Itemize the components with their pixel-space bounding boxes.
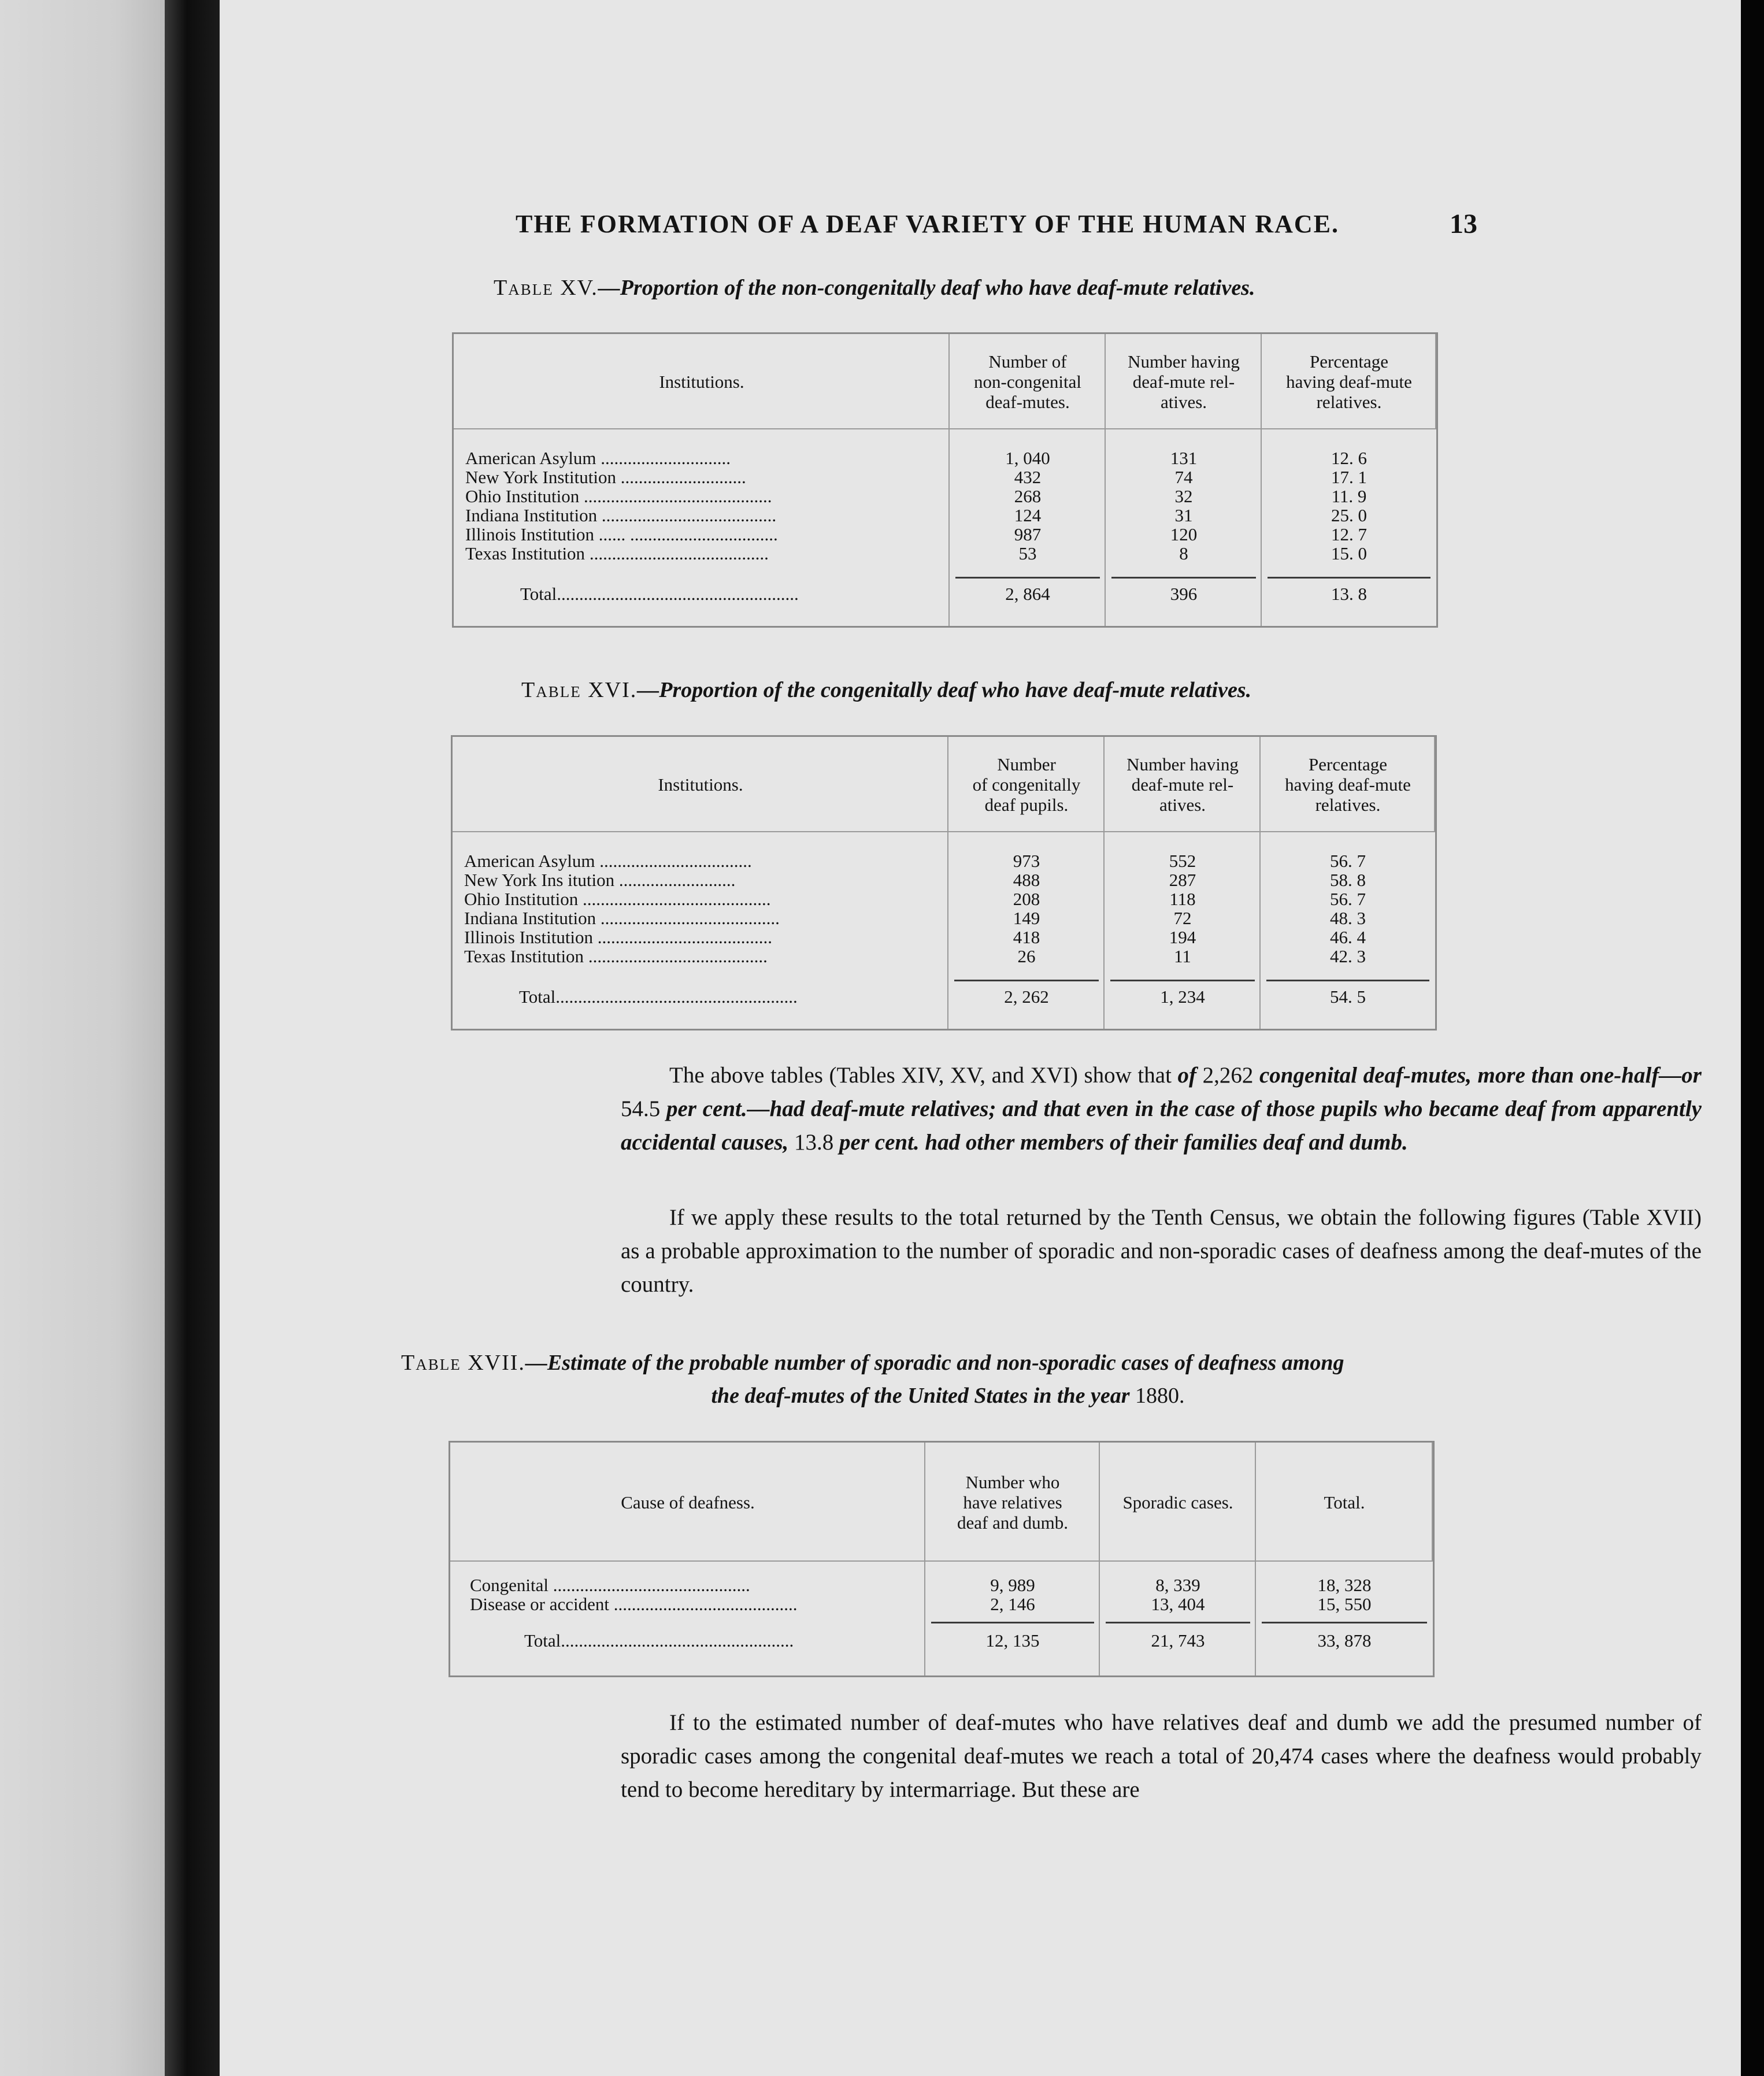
table-cell: 48. 3 (1330, 908, 1366, 928)
table-cell: 194 (1169, 927, 1196, 947)
header-number-who: Number who have relatives deaf and dumb. (957, 1471, 1068, 1533)
table-cell: 124 (1014, 505, 1042, 525)
header-institutions: Institutions. (659, 372, 744, 392)
book-spine (165, 0, 220, 2076)
table-cell: 58. 8 (1330, 870, 1366, 890)
left-page-edge (0, 0, 165, 2076)
table-cell: 74 (1174, 467, 1193, 487)
table-row-name: Illinois Institution ...... ................................. (465, 524, 778, 544)
table-cell: 118 (1169, 889, 1196, 909)
table-total-cell: 13. 8 (1331, 584, 1367, 604)
table-cell: 15. 0 (1331, 543, 1367, 564)
header-institutions: Institutions. (658, 774, 743, 795)
table-cell: 987 (1014, 524, 1042, 544)
table-16-label: Table XVI. (521, 678, 638, 702)
header-number: Number of non-congenital deaf-mutes. (974, 351, 1081, 412)
table-16 (451, 735, 1437, 1030)
header-cause: Cause of deafness. (621, 1492, 755, 1512)
table-16-title: —Proportion of the congenitally deaf who have deaf-mute relatives. (637, 678, 1252, 702)
header-percentage: Percentage having deaf-mute relatives. (1286, 351, 1412, 412)
table-cell: 15, 550 (1317, 1594, 1372, 1614)
table-cell: 31 (1174, 505, 1193, 525)
header-sporadic: Sporadic cases. (1122, 1492, 1233, 1512)
table-row-name: American Asylum ............................. (465, 448, 731, 468)
table-cell: 12. 7 (1331, 524, 1367, 544)
table-row-name: New York Ins itution .......................... (464, 870, 736, 890)
table-17-caption-line2: the deaf-mutes of the United States in the year 1880. (711, 1384, 1185, 1408)
table-cell: 11 (1174, 946, 1191, 966)
table-cell: 552 (1169, 851, 1196, 871)
table-cell: 208 (1013, 889, 1040, 909)
table-total-cell: 396 (1170, 584, 1198, 604)
table-cell: 9, 989 (990, 1575, 1035, 1595)
table-16-caption (521, 677, 1251, 703)
table-row-name: American Asylum .................................. (464, 851, 752, 871)
table-row-name: Texas Institution ........................................ (465, 543, 769, 564)
table-cell: 12. 6 (1331, 448, 1367, 468)
page (220, 0, 1741, 2076)
table-cell: 8, 339 (1155, 1575, 1200, 1595)
table-cell: 11. 9 (1331, 486, 1367, 506)
table-cell: 120 (1170, 524, 1198, 544)
table-15-label: Table XV. (494, 276, 598, 300)
table-total-label: Total...................................................... (520, 584, 799, 604)
table-total-cell: 2, 864 (1005, 584, 1050, 604)
table-cell: 287 (1169, 870, 1196, 890)
table-15 (452, 332, 1438, 628)
table-17 (449, 1441, 1435, 1677)
table-cell: 56. 7 (1330, 851, 1366, 871)
header-percentage: Percentage having deaf-mute relatives. (1285, 754, 1411, 815)
table-total-label: Total...................................................... (519, 987, 798, 1007)
table-row-name: Ohio Institution .......................................... (465, 486, 772, 506)
table-17-year: 1880. (1135, 1384, 1185, 1408)
table-cell: 2, 146 (990, 1594, 1035, 1614)
paragraph-2: If we apply these results to the total returned by the Tenth Census, we obtain the following figures (Table XVII) as a probable approximation to the number of sporadic and non-sporadic cases of deafness among the deaf-mutes of the country. (621, 1205, 1702, 1297)
paragraph-1: The above tables (Tables XIV, XV, and XVI) show that of 2,262 congenital deaf-mutes, more than one-half—or 54.5 per cent.—had deaf-mute relatives; and that even in the case of those pupils who became deaf from apparently accidental causes, 13.8 per cent. had other members of their families deaf and dumb. (621, 1063, 1702, 1155)
table-cell: 1, 040 (1005, 448, 1050, 468)
table-cell: 53 (1018, 543, 1037, 564)
table-row-name: Texas Institution ........................................ (464, 946, 768, 966)
table-row-name: Congenital ............................................ (470, 1575, 750, 1595)
table-total-cell: 12, 135 (985, 1630, 1040, 1651)
table-total-cell: 33, 878 (1317, 1630, 1372, 1651)
table-cell: 56. 7 (1330, 889, 1366, 909)
table-cell: 17. 1 (1331, 467, 1367, 487)
table-cell: 149 (1013, 908, 1040, 928)
table-row-name: Indiana Institution ....................................... (465, 505, 777, 525)
header-total: Total. (1324, 1492, 1365, 1512)
header-having: Number having deaf-mute rel- atives. (1126, 754, 1239, 815)
table-15-caption (494, 275, 1255, 301)
running-head: THE FORMATION OF A DEAF VARIETY OF THE HUMAN RACE. (516, 210, 1340, 238)
table-row-name: Disease or accident ......................................... (470, 1594, 798, 1614)
header-having: Number having deaf-mute rel- atives. (1128, 351, 1240, 412)
table-cell: 131 (1170, 448, 1198, 468)
table-cell: 418 (1013, 927, 1040, 947)
table-17-caption (401, 1350, 1344, 1376)
table-total-cell: 54. 5 (1330, 987, 1366, 1007)
table-17-label: Table XVII. (401, 1351, 525, 1375)
table-total-label: Total.................................................... (524, 1630, 794, 1651)
table-cell: 268 (1014, 486, 1042, 506)
table-cell: 973 (1013, 851, 1040, 871)
table-cell: 32 (1174, 486, 1193, 506)
table-total-cell: 1, 234 (1160, 987, 1205, 1007)
table-cell: 46. 4 (1330, 927, 1366, 947)
table-row-name: Illinois Institution ....................................... (464, 927, 773, 947)
table-cell: 488 (1013, 870, 1040, 890)
table-row-name: Indiana Institution ........................................ (464, 908, 780, 928)
table-cell: 13, 404 (1151, 1594, 1205, 1614)
table-cell: 432 (1014, 467, 1042, 487)
page-number: 13 (1450, 209, 1477, 239)
header-number: Number of congenitally deaf pupils. (972, 754, 1081, 815)
table-row-name: Ohio Institution .......................................... (464, 889, 771, 909)
table-total-cell: 21, 743 (1151, 1630, 1205, 1651)
table-cell: 18, 328 (1317, 1575, 1372, 1595)
table-cell: 8 (1179, 543, 1188, 564)
table-cell: 26 (1017, 946, 1036, 966)
paragraph-3: If to the estimated number of deaf-mutes who have relatives deaf and dumb we add the presumed number of sporadic cases among the congenital deaf-mutes we reach a total of 20,474 cases where the deafness would probably tend to become hereditary by intermarriage. But these are (621, 1710, 1702, 1802)
table-cell: 25. 0 (1331, 505, 1367, 525)
table-row-name: New York Institution ............................ (465, 467, 746, 487)
table-total-cell: 2, 262 (1004, 987, 1049, 1007)
table-15-title: —Proportion of the non-congenitally deaf who have deaf-mute relatives. (598, 276, 1255, 300)
table-cell: 42. 3 (1330, 946, 1366, 966)
table-17-title-line1: —Estimate of the probable number of sporadic and non-sporadic cases of deafness among (525, 1351, 1344, 1375)
table-cell: 72 (1173, 908, 1192, 928)
